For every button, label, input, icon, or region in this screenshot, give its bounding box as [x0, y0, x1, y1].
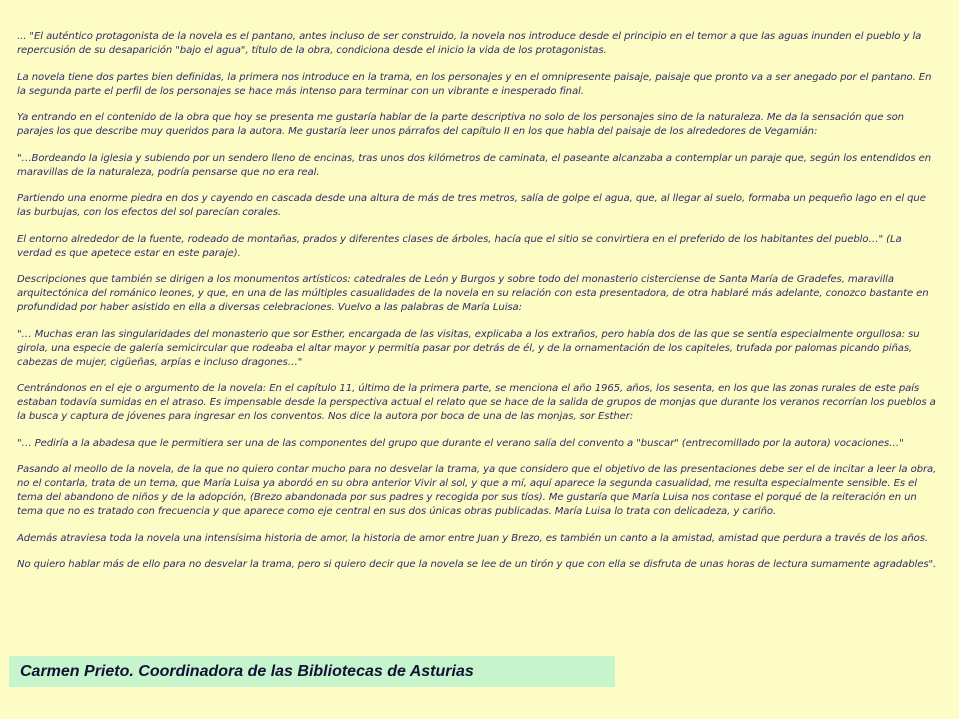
- paragraph-closing: No quiero hablar más de ello para no desvelar la trama, pero si quiero decir que la novela se lee de un tirón y que con ella se disfruta de unas horas de lectura sumamente agradables".: [17, 559, 937, 570]
- paragraph-core-theme: Pasando al meollo de la novela, de la que no quiero contar mucho para no desvelar la trama, ya que considero que el objetivo de las presentaciones debe ser el de incitar a leer la obra, no el contarla, trata de un tema, que María Luisa ya abordó en su obra anterior Vivir al sol, y que a mí, aquí aparece la segunda casualidad, me resulta especialmente sensible. Es el tema del abandono de niños y de la adopción, (Brezo abandonada por sus padres y recogida por sus tíos). Me gustaría que María Luisa nos contase el porqué de la reiteración en un tema que no es tratado con frecuencia y que aparece como eje central en sus dos únicas obras publicadas. María Luisa lo trata con delicadeza, y cariño.: [17, 464, 937, 517]
- quote-landscape-3: El entorno alrededor de la fuente, rodeado de montañas, prados y diferentes clases de árboles, hacía que el sitio se convirtiera en el preferido de los habitantes del pueblo…" (La verdad es que apetece estar en este paraje).: [17, 233, 902, 259]
- paragraph-monuments: Descripciones que también se dirigen a los monumentos artísticos: catedrales de León y Burgos y sobre todo del monasterio cisterciense de Santa María de Gradefes, maravilla arquitectónica del románico leones, y que, en una de las múltiples casualidades de la novela en su relación con esta presentadora, de otra hablaré más adelante, conozco bastante en profundidad por haber asistido en ella a diversas celebraciones. Vuelvo a las palabras de María Luisa:: [17, 274, 929, 313]
- paragraph-argument: Centrándonos en el eje o argumento de la novela: En el capítulo 11, último de la primera parte, se menciona el año 1965, años, los sesenta, en los que las zonas rurales de este país estaban todavía sumidas en el atraso. Es impensable desde la perspectiva actual el relato que se hace de la salida de grupos de monjas que durante los veranos recorrían los pueblos a la busca y captura de jóvenes para ingresar en los conventos. Nos dice la autora por boca de una de las monjas, sor Esther:: [17, 383, 936, 422]
- quote-landscape-1: "…Bordeando la iglesia y subiendo por un sendero lleno de encinas, tras unos dos kilómetros de caminata, el paseante alcanzaba a contemplar un paraje que, según los entendidos en maravillas de la naturaleza, podría pensarse que no era real.: [17, 152, 932, 178]
- paragraph-love-story: Además atraviesa toda la novela una intensísima historia de amor, la historia de amor entre Juan y Brezo, es también un canto a la amistad, amistad que perdura a través de los años.: [17, 532, 929, 544]
- document-body: [17, 30, 939, 585]
- signature-text: Carmen Prieto. Coordinadora de las Bibliotecas de Asturias: [20, 662, 474, 680]
- signature-banner: [9, 656, 615, 687]
- quote-landscape-2: Partiendo una enorme piedra en dos y cayendo en cascada desde una altura de más de tres metros, salía de golpe el agua, que, al llegar al suelo, formaba un pequeño lago en el que las burbujas, con los efectos del sol parecían corales.: [17, 193, 926, 218]
- quote-vocations: "… Pediría a la abadesa que le permitiera ser una de las componentes del grupo que durante el verano salía del convento a "buscar" (entrecomillado por la autora) vocaciones…": [17, 437, 904, 449]
- paragraph-intro: ... "El auténtico protagonista de la novela es el pantano, antes incluso de ser construido, la novela nos introduce desde el principio en el temor a que las aguas inunden el pueblo y la repercusión de su desaparición "bajo el agua", título de la obra, condiciona desde el inicio la vida de los protagonistas.: [17, 31, 922, 56]
- quote-monastery: "… Muchas eran las singularidades del monasterio que sor Esther, encargada de las visitas, explicaba a los extraños, pero había dos de las que se sentía especialmente orgullosa: su girola, una especie de galería semicircular que rodeaba el altar mayor y permitía pasar por detrás de él, y de la ornamentación de los capiteles, trufada por palomas picando piñas, cabezas de mujer, cigüeñas, arpías e incluso dragones…": [17, 328, 920, 368]
- paragraph-structure: La novela tiene dos partes bien definidas, la primera nos introduce en la trama, en los personajes y en el omnipresente paisaje, paisaje que pronto va a ser anegado por el pantano. En la segunda parte el perfil de los personajes se hace más intenso para terminar con un vibrante e inesperado final.: [17, 71, 932, 97]
- paragraph-description: Ya entrando en el contenido de la obra que hoy se presenta me gustaría hablar de la parte descriptiva no solo de los personajes sino de la naturaleza. Me da la sensación que son parajes los que describe muy queridos para la autora. Me gustaría leer unos párrafos del capítulo II en los que habla del paisaje de los alrededores de Vegamián:: [17, 112, 904, 137]
